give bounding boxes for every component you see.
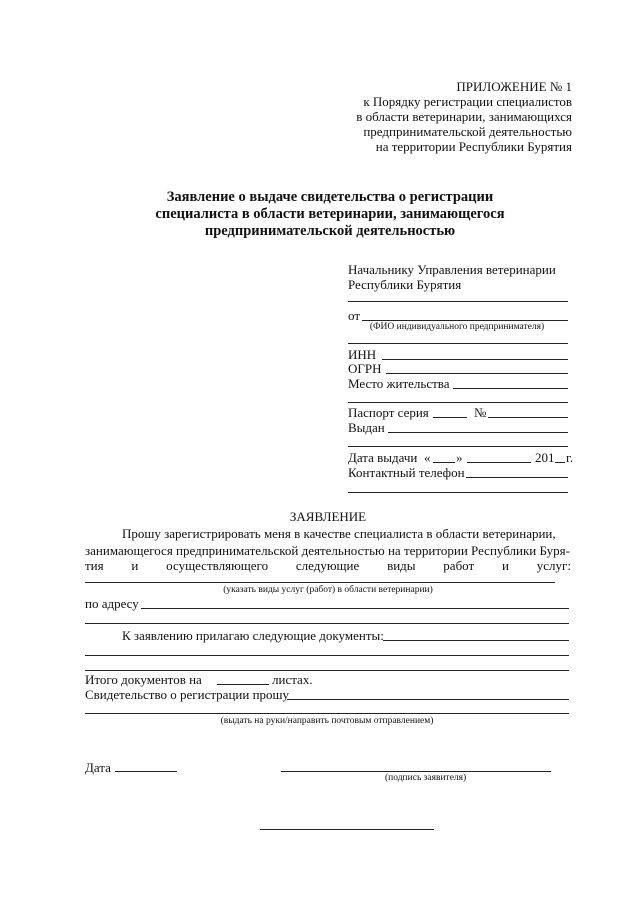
passport-number-field[interactable]	[488, 417, 568, 418]
statement-word: и	[131, 558, 139, 573]
date-field[interactable]	[115, 771, 177, 772]
date-label: Дата	[85, 760, 111, 775]
issued-label: Выдан	[348, 420, 385, 435]
passport-label: Паспорт серия	[348, 405, 429, 420]
addressee-line: Начальнику Управления ветеринарии	[348, 262, 556, 277]
ogrn-label: ОГРН	[348, 361, 382, 376]
appendix-line: предпринимательской деятельностью	[363, 124, 572, 139]
document-title: Заявление о выдаче свидетельства о регистрации	[166, 189, 494, 205]
issue-date-label: Дата выдачи	[348, 450, 418, 465]
residence-field[interactable]	[453, 388, 568, 389]
attach-field-3[interactable]	[85, 670, 569, 671]
statement-word: виды	[387, 558, 416, 573]
statement-text-justified	[85, 558, 571, 573]
sheets-label: листах.	[272, 672, 313, 687]
number-sign: №	[474, 405, 487, 420]
inn-label: ИНН	[348, 347, 377, 362]
attach-label: К заявлению прилагаю следующие документы:	[122, 628, 384, 643]
ogrn-field[interactable]	[386, 373, 568, 374]
from-field[interactable]	[362, 320, 568, 321]
services-note: (указать виды услуг (работ) в области ветеринарии)	[223, 585, 433, 595]
issue-month-field[interactable]	[467, 462, 531, 463]
phone-field[interactable]	[466, 477, 568, 478]
statement-word: следующие	[295, 558, 360, 573]
issued-field[interactable]	[388, 432, 568, 433]
statement-word: тия	[85, 558, 104, 573]
issue-day-field[interactable]	[433, 462, 455, 463]
document-title: предпринимательской деятельностью	[204, 223, 456, 239]
phone-field-2[interactable]	[348, 492, 568, 493]
total-sheets-field[interactable]	[217, 684, 269, 685]
certificate-field-2[interactable]	[85, 713, 569, 714]
statement-word: и	[501, 558, 509, 573]
from-label: от	[348, 308, 361, 323]
fio-note: (ФИО индивидуального предпринимателя)	[369, 322, 545, 332]
certificate-field[interactable]	[287, 699, 569, 700]
appendix-line: в области ветеринарии, занимающихся	[356, 109, 572, 124]
statement-word: осуществляющего	[166, 558, 269, 573]
signature-note: (подпись заявителя)	[385, 773, 467, 783]
appendix-line: к Порядку регистрации специалистов	[363, 94, 572, 109]
appendix-line: на территории Республики Бурятия	[375, 139, 572, 154]
statement-word: услуг:	[536, 558, 571, 573]
issue-year-field[interactable]	[555, 462, 565, 463]
addressee-line: Республики Бурятия	[348, 277, 462, 292]
residence-field-2[interactable]	[348, 402, 568, 403]
blank-field[interactable]	[348, 301, 568, 302]
residence-label: Место жительства	[348, 376, 450, 391]
blank-field[interactable]	[348, 343, 568, 344]
quote-open: «	[424, 450, 431, 465]
footer-divider	[260, 829, 434, 830]
services-field[interactable]	[85, 582, 555, 583]
statement-text: занимающегося предпринимательской деятельностью на территории Республики Буря-	[85, 543, 570, 558]
document-title: специалиста в области ветеринарии, занимающегося	[155, 206, 505, 222]
address-label: по адресу	[85, 596, 139, 611]
certificate-label: Свидетельство о регистрации прошу	[85, 687, 290, 702]
appendix-number: ПРИЛОЖЕНИЕ № 1	[456, 79, 572, 94]
inn-field[interactable]	[382, 359, 568, 360]
address-field[interactable]	[141, 608, 569, 609]
statement-text: Прошу зарегистрировать меня в качестве специалиста в области ветеринарии,	[122, 526, 556, 541]
year-suffix: г.	[566, 450, 574, 465]
quote-close: »	[456, 450, 463, 465]
signature-field[interactable]	[281, 771, 551, 772]
total-label: Итого документов на	[85, 672, 202, 687]
attach-field-2[interactable]	[85, 655, 569, 656]
year-prefix: 201	[535, 450, 555, 465]
passport-series-field[interactable]	[433, 417, 467, 418]
statement-heading: ЗАЯВЛЕНИЕ	[289, 509, 367, 524]
issued-field-2[interactable]	[348, 446, 568, 447]
delivery-note: (выдать на руки/направить почтовым отправлением)	[220, 716, 434, 726]
address-field-2[interactable]	[85, 623, 569, 624]
statement-word: работ	[443, 558, 475, 573]
attach-field[interactable]	[383, 640, 569, 641]
phone-label: Контактный телефон	[348, 465, 465, 480]
